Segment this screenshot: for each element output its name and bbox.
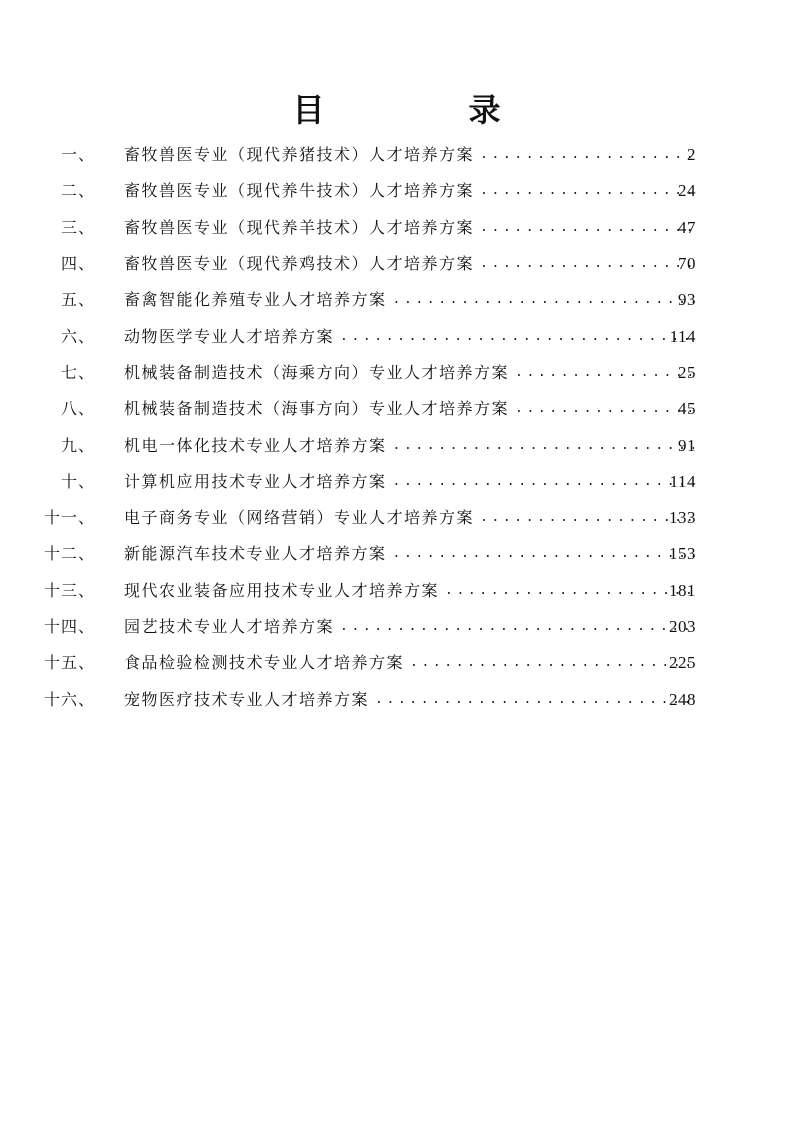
toc-entry[interactable] (0, 355, 793, 391)
toc-leader-dots (515, 355, 694, 391)
toc-entry-body (124, 137, 696, 173)
toc-entry-number: 一、 (60, 145, 95, 165)
toc-entry-label: 机电一体化技术专业人才培养方案 (124, 435, 387, 455)
toc-entry-page: 93 (678, 290, 696, 310)
toc-entry-label: 畜禽智能化养殖专业人才培养方案 (124, 290, 387, 310)
toc-entry-label: 园艺技术专业人才培养方案 (124, 617, 335, 636)
toc-entry-page: 2 (687, 145, 696, 165)
toc-entry-label: 机械装备制造技术（海事方向）专业人才培养方案 (124, 399, 510, 419)
toc-entry-page: 114 (669, 326, 696, 346)
toc-entry-number: 四、 (60, 254, 95, 274)
toc-entry[interactable] (0, 536, 793, 572)
toc-entry-label: 畜牧兽医专业（现代养羊技术）人才培养方案 (124, 217, 475, 237)
toc-entry-label: 现代农业装备应用技术专业人才培养方案 (124, 580, 440, 600)
toc-leader-dots (393, 282, 694, 318)
toc-entry-body (124, 682, 696, 718)
toc-entry-label: 机械装备制造技术（海乘方向）专业人才培养方案 (124, 362, 510, 382)
toc-entry[interactable] (0, 645, 793, 681)
toc-entry-body (124, 355, 696, 391)
table-of-contents (0, 137, 793, 718)
toc-entry-number: 十、 (60, 471, 95, 491)
toc-entry-label: 动物医学专业人才培养方案 (124, 326, 335, 346)
toc-entry[interactable] (0, 246, 793, 282)
toc-entry-page: 45 (678, 399, 696, 419)
toc-entry-label: 新能源汽车技术专业人才培养方案 (124, 544, 387, 564)
toc-entry-page: 70 (678, 254, 696, 274)
toc-entry[interactable] (0, 173, 793, 209)
toc-entry-body (124, 282, 696, 318)
toc-entry-number: 十三、 (43, 580, 95, 600)
toc-leader-dots (480, 173, 694, 209)
toc-entry-label: 食品检验检测技术专业人才培养方案 (124, 653, 405, 673)
toc-entry-label: 电子商务专业（网络营销）专业人才培养方案 (124, 508, 475, 528)
toc-entry-body (124, 500, 696, 536)
toc-entry-label: 畜牧兽医专业（现代养牛技术）人才培养方案 (124, 181, 475, 201)
toc-entry-number: 六、 (60, 326, 95, 346)
page-title: 目 录 (292, 91, 557, 129)
toc-leader-dots (480, 500, 694, 536)
toc-entry-page: 203 (669, 617, 696, 636)
toc-entry-number: 十四、 (43, 617, 95, 636)
toc-entry[interactable] (0, 609, 793, 645)
toc-entry-label: 畜牧兽医专业（现代养猪技术）人才培养方案 (124, 145, 475, 165)
toc-entry-page: 248 (669, 689, 696, 709)
toc-entry-body (124, 645, 696, 681)
toc-entry-page: 153 (669, 544, 696, 564)
toc-leader-dots (393, 428, 694, 464)
toc-entry-body (124, 573, 696, 609)
toc-entry-number: 十二、 (43, 544, 95, 564)
toc-entry[interactable] (0, 318, 793, 354)
toc-entry-page: 25 (678, 362, 696, 382)
toc-leader-dots (393, 536, 694, 572)
toc-leader-dots (445, 573, 694, 609)
toc-entry-body (124, 464, 696, 500)
toc-entry[interactable] (0, 391, 793, 427)
toc-entry-page: 181 (669, 580, 696, 600)
toc-entry[interactable] (0, 210, 793, 246)
toc-entry-page: 24 (678, 181, 696, 201)
toc-entry[interactable] (0, 427, 793, 463)
toc-entry-page: 47 (678, 217, 696, 237)
toc-entry-body (124, 428, 696, 464)
toc-entry-number: 二、 (60, 181, 95, 201)
toc-entry-label: 计算机应用技术专业人才培养方案 (124, 471, 387, 491)
toc-entry-body (124, 210, 696, 246)
toc-entry-label: 宠物医疗技术专业人才培养方案 (124, 689, 370, 709)
toc-entry-body (124, 319, 696, 355)
toc-entry-body (124, 391, 696, 427)
toc-entry-body (124, 536, 696, 572)
toc-entry-body (124, 609, 696, 645)
toc-entry-number: 十一、 (43, 508, 95, 528)
toc-entry-page: 114 (669, 471, 696, 491)
toc-entry-body (124, 173, 696, 209)
toc-leader-dots (410, 645, 694, 681)
toc-entry-page: 91 (678, 435, 696, 455)
toc-entry[interactable] (0, 137, 793, 173)
toc-entry-number: 八、 (60, 399, 95, 419)
toc-entry-number: 七、 (60, 362, 95, 382)
toc-entry[interactable] (0, 282, 793, 318)
toc-entry[interactable] (0, 464, 793, 500)
toc-entry-number: 十五、 (43, 653, 95, 673)
toc-leader-dots (375, 682, 694, 718)
toc-entry-label: 畜牧兽医专业（现代养鸡技术）人才培养方案 (124, 254, 475, 274)
toc-entry-number: 三、 (60, 217, 95, 237)
toc-entry-page: 133 (669, 508, 696, 528)
toc-entry-page: 225 (669, 653, 696, 673)
toc-leader-dots (480, 210, 694, 246)
toc-entry-number: 五、 (60, 290, 95, 310)
toc-entry[interactable] (0, 500, 793, 536)
toc-entry[interactable] (0, 681, 793, 717)
toc-entry-body (124, 246, 696, 282)
toc-entry-number: 九、 (60, 435, 95, 455)
toc-leader-dots (340, 319, 694, 355)
toc-entry-number: 十六、 (43, 689, 95, 709)
toc-leader-dots (515, 391, 694, 427)
toc-entry[interactable] (0, 573, 793, 609)
toc-leader-dots (480, 246, 694, 282)
toc-leader-dots (480, 137, 694, 173)
toc-leader-dots (340, 609, 694, 645)
toc-leader-dots (393, 464, 694, 500)
